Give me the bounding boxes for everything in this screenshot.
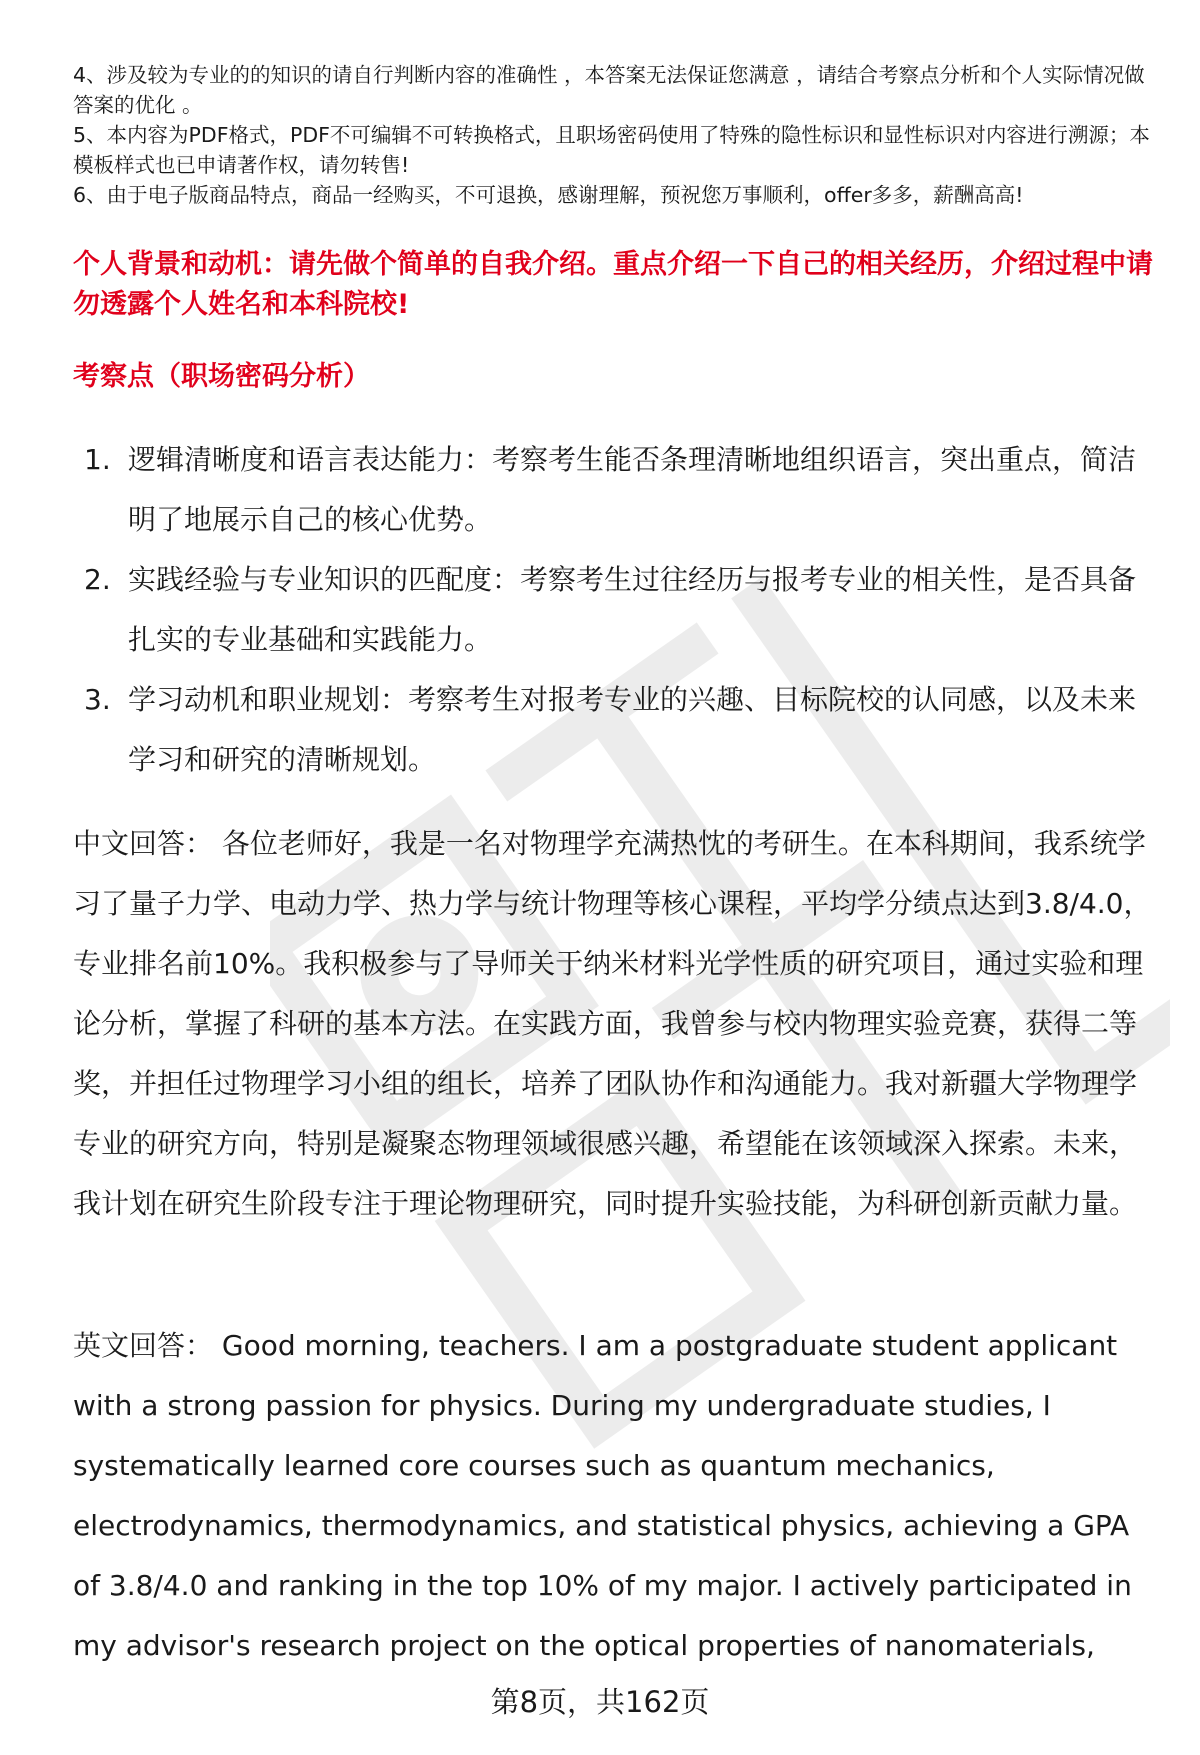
list-item-number: 2. bbox=[84, 563, 111, 596]
note-item: 5、本内容为PDF格式，PDF不可编辑不可转换格式，且职场密码使用了特殊的隐性标识和显性标识对内容进行溯源；本模板样式也已申请著作权，请勿转售! bbox=[73, 123, 1150, 177]
list-item bbox=[84, 550, 1154, 670]
list-item-text: 学习动机和职业规划：考察考生对报考专业的兴趣、目标院校的认同感，以及未来学习和研究的清晰规划。 bbox=[128, 683, 1137, 776]
note-item: 4、涉及较为专业的的知识的请自行判断内容的准确性 ，本答案无法保证您满意 ，请结合考察点分析和个人实际情况做答案的优化 。 bbox=[73, 63, 1145, 117]
note-item: 6、由于电子版商品特点，商品一经购买，不可退换，感谢理解，预祝您万事顺利，offer多多，薪酬高高! bbox=[73, 183, 1024, 207]
list-item-number: 1. bbox=[84, 443, 111, 476]
english-answer: 英文回答： Good morning, teachers. I am a postgraduate student applicant with a strong passion for physics. During my undergraduate studies, I systematically learned core courses such as quantum mechanics, electrodynamics, thermodynamics, and statistical physics, achieving a GPA of 3.8/4.0 and ranking in the top 10% of my major. I actively participated in my advisor's research project on the optical properties of nanomaterials, bbox=[73, 1329, 1132, 1662]
list-item-number: 3. bbox=[84, 683, 111, 716]
page-number-footer: 第8页，共162页 bbox=[490, 1685, 710, 1719]
list-item bbox=[84, 430, 1154, 550]
list-item-text: 实践经验与专业知识的匹配度：考察考生过往经历与报考专业的相关性，是否具备扎实的专业基础和实践能力。 bbox=[128, 563, 1137, 656]
interview-question: 个人背景和动机：请先做个简单的自我介绍。重点介绍一下自己的相关经历，介绍过程中请勿透露个人姓名和本科院校! bbox=[73, 249, 1153, 320]
assessment-points-list bbox=[84, 430, 1154, 790]
chinese-answer: 中文回答： 各位老师好，我是一名对物理学充满热忱的考研生。在本科期间，我系统学习了量子力学、电动力学、热力学与统计物理等核心课程，平均学分绩点达到3.8/4.0，专业排名前10%。我积极参与了导师关于纳米材料光学性质的研究项目，通过实验和理论分析，掌握了科研的基本方法。在实践方面，我曾参与校内物理实验竞赛，获得二等奖，并担任过物理学习小组的组长，培养了团队协作和沟通能力。我对新疆大学物理学专业的研究方向，特别是凝聚态物理领域很感兴趣，希望能在该领域深入探索。未来，我计划在研究生阶段专注于理论物理研究，同时提升实验技能，为科研创新贡献力量。 bbox=[73, 827, 1152, 1220]
list-item-text: 逻辑清晰度和语言表达能力：考察考生能否条理清晰地组织语言，突出重点，简洁明了地展示自己的核心优势。 bbox=[128, 443, 1137, 536]
notes-block bbox=[73, 60, 1153, 210]
section-title: 考察点（职场密码分析） bbox=[73, 361, 370, 392]
list-item bbox=[84, 670, 1154, 790]
